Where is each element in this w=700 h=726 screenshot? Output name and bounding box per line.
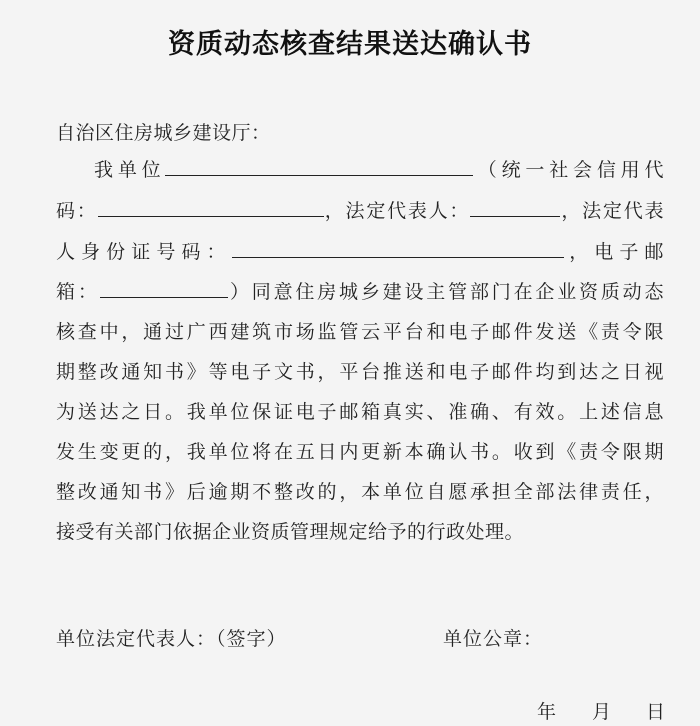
text-agree: ）同意住房城乡建设主管部门在企业资质动态	[227, 281, 664, 303]
body-line-9: 整改通知书》后逾期不整改的，本单位自愿承担全部法律责任，	[56, 481, 664, 503]
addressee: 自治区住房城乡建设厅：	[56, 122, 271, 144]
text-legal-rep-2: ，法定代表	[560, 200, 664, 222]
unit-name-field[interactable]	[165, 157, 473, 176]
body-line-1	[56, 155, 664, 182]
credit-code-field[interactable]	[98, 198, 324, 217]
email-field[interactable]	[100, 279, 228, 298]
date-year: 年	[537, 701, 557, 723]
legal-rep-field[interactable]	[470, 198, 560, 217]
date-month: 月	[592, 701, 612, 723]
body-line-4	[56, 277, 664, 304]
body-line-10: 接受有关部门依据企业资质管理规定给予的行政处理。	[56, 521, 525, 543]
body-line-5: 核查中，通过广西建筑市场监管云平台和电子邮件发送《责令限	[56, 321, 664, 343]
text-legal-rep: ，法定代表人：	[323, 200, 471, 222]
text-mailbox: 箱：	[56, 281, 100, 303]
body-line-2	[56, 196, 664, 223]
date-day: 日	[646, 701, 666, 723]
body-line-6: 期整改通知书》等电子文书，平台推送和电子邮件均到达之日视	[56, 361, 664, 383]
text-code: 码：	[56, 200, 98, 222]
legal-rep-signature-label: 单位法定代表人：（签字）	[56, 628, 287, 650]
text-email: ，电子邮	[563, 241, 664, 263]
id-number-field[interactable]	[232, 239, 564, 258]
unit-seal-label: 单位公章：	[443, 628, 544, 650]
text-id-number: 人身份证号码：	[56, 241, 232, 263]
text-credit-code: （统一社会信用代	[473, 159, 664, 181]
text-we-unit: 我单位	[94, 159, 166, 181]
body-line-8: 发生变更的，我单位将在五日内更新本确认书。收到《责令限期	[56, 441, 664, 463]
body-line-7: 为送达之日。我单位保证电子邮箱真实、准确、有效。上述信息	[56, 401, 664, 423]
document-title: 资质动态核查结果送达确认书	[168, 29, 532, 60]
body-line-3	[56, 237, 664, 264]
